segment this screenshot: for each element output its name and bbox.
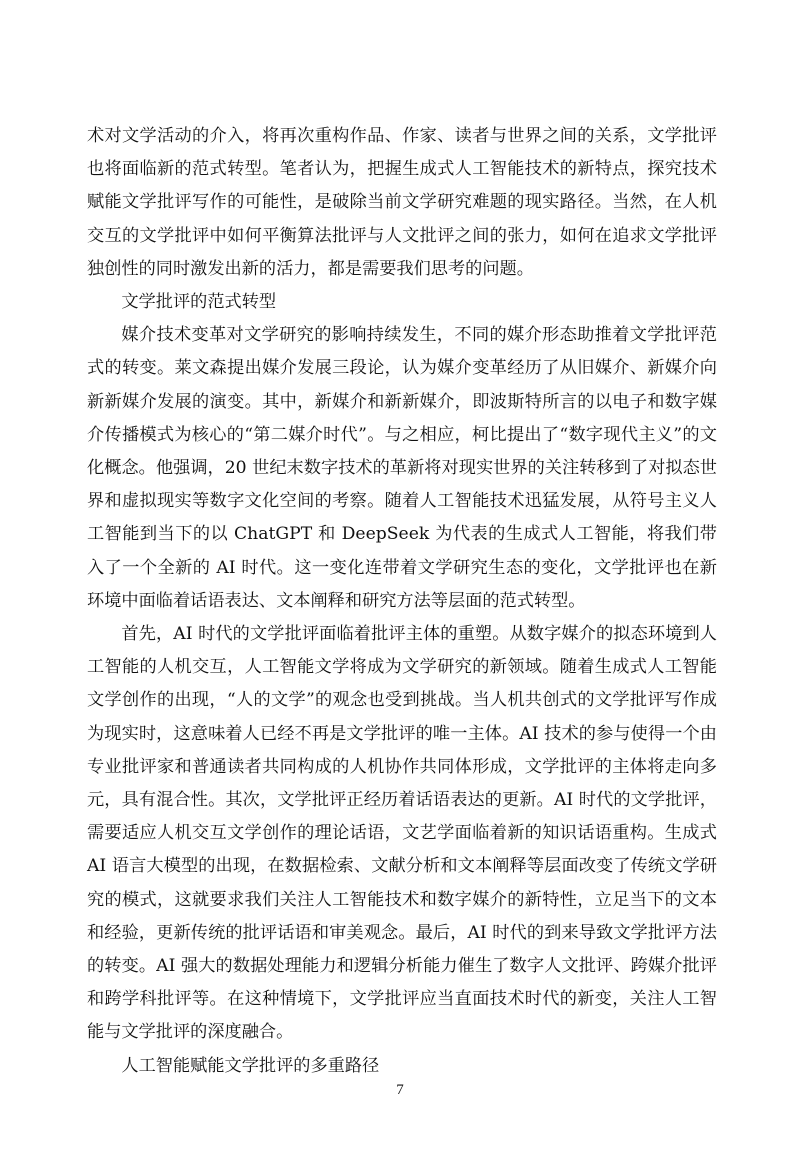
page-number: 7	[396, 1082, 404, 1098]
section-heading-paradigm-shift: 文学批评的范式转型	[121, 292, 277, 313]
section-heading-ai-empowerment: 人工智能赋能文学批评的多重路径	[121, 1055, 380, 1076]
paragraph-media-technology: 媒介技术变革对文学研究的影响持续发生，不同的媒介形态助推着文学批评范式的转变。莱文森提出媒介发展三段论，认为媒介变革经历了从旧媒介、新媒介向新新媒介发展的演变。其中，新媒介和新新媒介，即波斯特所言的以电子和数字媒介传播模式为核心的“第二媒介时代”。与之相应，柯比提出了“数字现代主义”的文化概念。他强调，20 世纪末数字技术的革新将对现实世界的关注转移到了对拟态世界和虚拟现实等数字文化空间的考察。随着人工智能技术迅猛发展，从符号主义人工智能到当下的以 ChatGPT 和 DeepSeek 为代表的生成式人工智能，将我们带入了一个全新的 AI 时代。这一变化连带着文学研究生态的变化，文学批评也在新环境中面临着话语表达、文本阐释和研究方法等层面的范式转型。	[87, 325, 717, 611]
paragraph-ai-era-criticism: 首先，AI 时代的文学批评面临着批评主体的重塑。从数字媒介的拟态环境到人工智能的人机交互，人工智能文学将成为文学研究的新领域。随着生成式人工智能文学创作的出现，“人的文学”的观念也受到挑战。当人机共创式的文学批评写作成为现实时，这意味着人已经不再是文学批评的唯一主体。AI 技术的参与使得一个由专业批评家和普通读者共同构成的人机协作共同体形成，文学批评的主体将走向多元，具有混合性。其次，文学批评正经历着话语表达的更新。AI 时代的文学批评，需要适应人机交互文学创作的理论话语，文艺学面临着新的知识话语重构。生成式 AI 语言大模型的出现，在数据检索、文献分析和文本阐释等层面改变了传统文学研究的模式，这就要求我们关注人工智能技术和数字媒介的新特性，立足当下的文本和经验，更新传统的批评话语和审美观念。最后，AI 时代的到来导致文学批评方法的转变。AI 强大的数据处理能力和逻辑分析能力催生了数字人文批评、跨媒介批评和跨学科批评等。在这种情境下，文学批评应当直面技术时代的新变，关注人工智能与文学批评的深度融合。	[87, 624, 717, 1043]
paragraph-continuation: 术对文学活动的介入，将再次重构作品、作家、读者与世界之间的关系，文学批评也将面临新的范式转型。笔者认为，把握生成式人工智能技术的新特点，探究技术赋能文学批评写作的可能性，是破除当前文学研究难题的现实路径。当然，在人机交互的文学批评中如何平衡算法批评与人文批评之间的张力，如何在追求文学批评独创性的同时激发出新的活力，都是需要我们思考的问题。	[87, 126, 717, 279]
body-text	[87, 120, 717, 1083]
